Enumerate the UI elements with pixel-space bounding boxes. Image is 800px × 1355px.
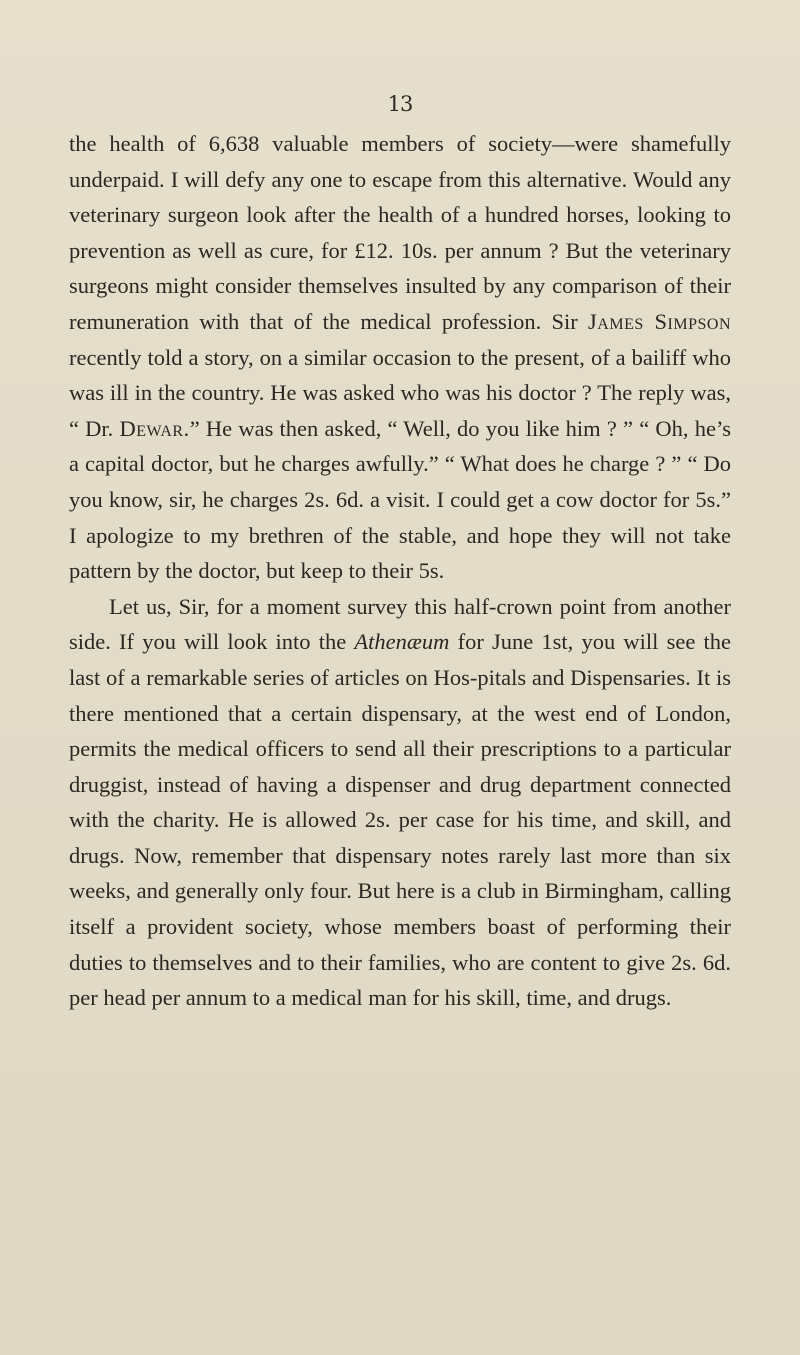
body-text (69, 126, 731, 1016)
page-number: 13 (387, 92, 413, 116)
paragraph-1 (69, 126, 731, 589)
name-dewar: Dewar. (119, 415, 190, 441)
name-james-simpson: James Simpson (588, 308, 731, 334)
paragraph-1-part-c: ” He was then asked, “ Well, do you like him ? ” “ Oh, he’s a capital doctor, but he charges awfully.” “ What does he charge ? ” “ Do you know, sir, he charges 2s. 6d. a visit. I could get a cow doctor for 5s.” I apologize to my brethren of the stable, and hope they will not take pattern by the doctor, but keep to their 5s. (69, 415, 731, 584)
paragraph-1-part-b: recently told a story, on a similar occasion to the present, of a bailiff who was ill in the country. He was asked who was his doctor ? The reply was, “ Dr. (69, 344, 731, 441)
paragraph-2-part-a: Let us, Sir, for a moment survey this half-crown point from another side. If you will look into the (69, 593, 731, 655)
paragraph-2-part-b: for June 1st, you will see the last of a remarkable series of articles on Hos-pitals and Dispensaries. It is there mentioned that a certain dispensary, at the west end of London, permits the medical officers to send all their prescriptions to a particular druggist, instead of having a dispenser and drug department connected with the charity. He is allowed 2s. per case for his time, and skill, and drugs. Now, remember that dispensary notes rarely last more than six weeks, and generally only four. But here is a club in Birmingham, calling itself a provident society, whose members boast of performing their duties to themselves and to their families, who are content to give 2s. 6d. per head per annum to a medical man for his skill, time, and drugs. (69, 629, 731, 1011)
paragraph-2 (69, 589, 731, 1016)
journal-athenaeum: Athenæum (354, 629, 450, 655)
paragraph-1-part-a: the health of 6,638 valuable members of society—were shamefully underpaid. I will defy any one to escape from this alternative. Would any veterinary surgeon look after the health of a hundred horses, looking to prevention as well as cure, for £12. 10s. per annum ? But the veterinary surgeons might consider themselves insulted by any comparison of their remuneration with that of the medical profession. Sir (69, 131, 731, 334)
